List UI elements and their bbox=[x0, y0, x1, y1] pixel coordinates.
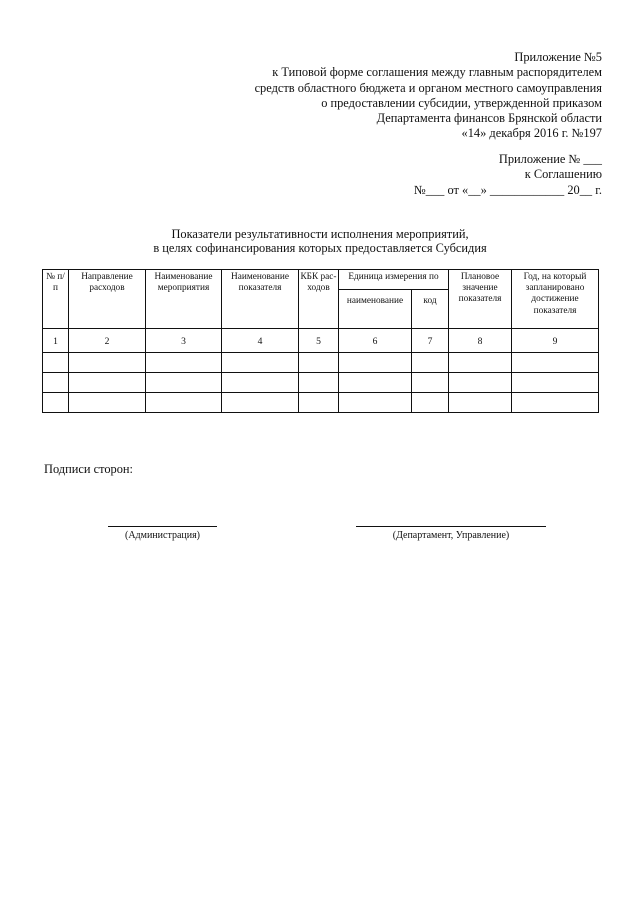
column-number: 8 bbox=[449, 329, 512, 353]
signature-line[interactable] bbox=[356, 526, 546, 527]
table-cell[interactable] bbox=[449, 373, 512, 393]
header-line: «14» декабря 2016 г. №197 bbox=[461, 126, 602, 141]
header-line: о предоставлении субсидии, утвержденной приказом bbox=[321, 95, 602, 110]
col-kbk-header: КБК рас- ходов bbox=[299, 270, 339, 329]
table-cell[interactable] bbox=[512, 393, 599, 413]
table-cell[interactable] bbox=[339, 393, 412, 413]
header-line: Департамента финансов Брянской области bbox=[376, 111, 602, 126]
col-direction-header: Направление расходов bbox=[69, 270, 146, 329]
table-cell[interactable] bbox=[299, 393, 339, 413]
column-number: 4 bbox=[222, 329, 299, 353]
column-number: 5 bbox=[299, 329, 339, 353]
table-cell[interactable] bbox=[339, 373, 412, 393]
table-cell[interactable] bbox=[146, 373, 222, 393]
table-cell[interactable] bbox=[512, 353, 599, 373]
table-cell[interactable] bbox=[512, 373, 599, 393]
column-number: 3 bbox=[146, 329, 222, 353]
col-unit-code-header: код bbox=[412, 290, 449, 329]
table-cell[interactable] bbox=[339, 353, 412, 373]
appendix-line: Приложение № ___ bbox=[498, 152, 602, 166]
col-planned-header: Плановое значение показателя bbox=[449, 270, 512, 329]
table-cell[interactable] bbox=[412, 353, 449, 373]
table-header-row bbox=[43, 270, 599, 290]
col-year-header: Год, на который запланировано достижение показателя bbox=[512, 270, 599, 329]
table-cell[interactable] bbox=[146, 353, 222, 373]
table-row bbox=[43, 373, 599, 393]
signature-left bbox=[108, 526, 217, 541]
appendix-line: к Соглашению bbox=[524, 167, 602, 182]
indicators-table bbox=[42, 269, 599, 413]
table-cell[interactable] bbox=[299, 353, 339, 373]
table-cell[interactable] bbox=[222, 373, 299, 393]
table-cell[interactable] bbox=[146, 393, 222, 413]
table-cell[interactable] bbox=[69, 393, 146, 413]
table-cell[interactable] bbox=[43, 353, 69, 373]
table-cell[interactable] bbox=[43, 373, 69, 393]
col-unit-name-header: наименование bbox=[339, 290, 412, 329]
table-cell[interactable] bbox=[222, 353, 299, 373]
header-line: средств областного бюджета и органом местного самоуправления bbox=[254, 80, 602, 95]
document-title bbox=[0, 227, 640, 255]
table-cell[interactable] bbox=[222, 393, 299, 413]
table-row bbox=[43, 353, 599, 373]
column-number: 2 bbox=[69, 329, 146, 353]
table-cell[interactable] bbox=[69, 353, 146, 373]
table-row bbox=[43, 393, 599, 413]
header-line: к Типовой форме соглашения между главным распорядителем bbox=[272, 65, 602, 80]
table-cell[interactable] bbox=[449, 393, 512, 413]
table-cell[interactable] bbox=[299, 373, 339, 393]
title-line-2: в целях софинансирования которых предоставляется Субсидия bbox=[153, 241, 487, 255]
table-cell[interactable] bbox=[449, 353, 512, 373]
column-number: 7 bbox=[412, 329, 449, 353]
table-cell[interactable] bbox=[412, 393, 449, 413]
table-cell[interactable] bbox=[412, 373, 449, 393]
column-number: 1 bbox=[43, 329, 69, 353]
signature-right bbox=[356, 526, 546, 541]
signature-right-caption: (Департамент, Управление) bbox=[392, 530, 510, 541]
col-event-header: Наименование мероприятия bbox=[146, 270, 222, 329]
appendix-reference bbox=[414, 152, 602, 198]
col-unit-header: Единица измерения по bbox=[339, 270, 449, 290]
table-cell[interactable] bbox=[69, 373, 146, 393]
column-number: 9 bbox=[512, 329, 599, 353]
appendix-line: №___ от «__» ____________ 20__ г. bbox=[413, 182, 602, 197]
signatures-label: Подписи сторон: bbox=[44, 462, 133, 476]
col-no-header: № п/п bbox=[43, 270, 69, 329]
header-line: Приложение №5 bbox=[514, 50, 602, 64]
table-cell[interactable] bbox=[43, 393, 69, 413]
column-number: 6 bbox=[339, 329, 412, 353]
signature-left-caption: (Администрация) bbox=[124, 530, 201, 541]
document-header bbox=[255, 50, 602, 142]
col-indicator-header: Наименование показателя bbox=[222, 270, 299, 329]
column-number-row bbox=[43, 329, 599, 353]
signature-line[interactable] bbox=[108, 526, 217, 527]
title-line-1: Показатели результативности исполнения мероприятий, bbox=[171, 227, 469, 241]
